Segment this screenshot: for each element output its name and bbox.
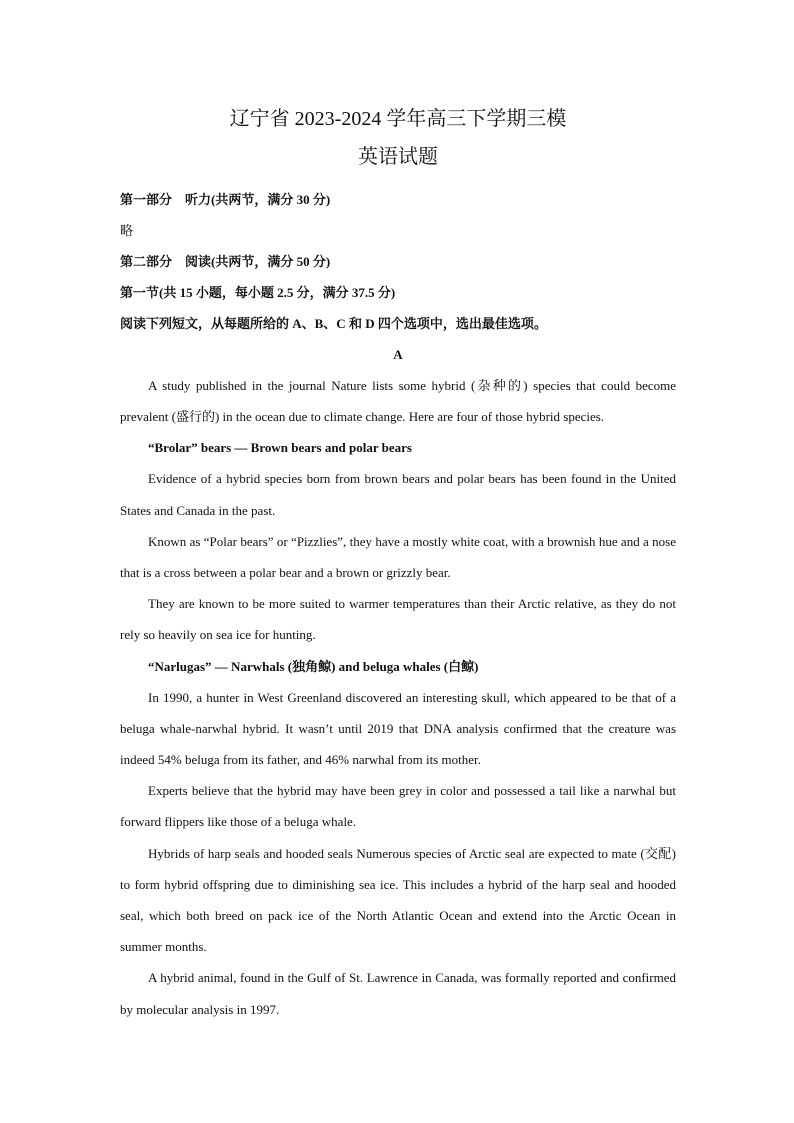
passage-paragraph: Known as “Polar bears” or “Pizzlies”, they have a mostly white coat, with a brownish hue and a nose that is a cross between a polar bear and a brown or grizzly bear. — [120, 533, 676, 581]
passage-paragraph: Experts believe that the hybrid may have been grey in color and possessed a tail like a narwhal but forward flippers like those of a beluga whale. — [120, 783, 676, 830]
document-page — [120, 104, 676, 1025]
passage-paragraph: Hybrids of harp seals and hooded seals Numerous species of Arctic seal are expected to mate (交配) to form hybrid offspring due to diminishing sea ice. This includes a hybrid of the harp seal and hooded seal, which both breed on pack ice of the North Atlantic Ocean and extend into the Arctic Ocean in summer months. — [120, 845, 676, 955]
passage-paragraph: Evidence of a hybrid species born from brown bears and polar bears has been found in the United States and Canada in the past. — [120, 471, 676, 518]
passage-paragraph: In 1990, a hunter in West Greenland discovered an interesting skull, which appeared to be that of a beluga whale-narwhal hybrid. It wasn’t until 2019 that DNA analysis confirmed that the creature was indeed 54% beluga from its father, and 46% narwhal from its mother. — [120, 689, 676, 768]
passage-intro: A study published in the journal Nature lists some hybrid (杂种的) species that could become prevalent (盛行的) in the ocean due to climate change. Here are four of those hybrid species. — [120, 378, 676, 425]
page-title: 辽宁省 2023-2024 学年高三下学期三模 — [229, 108, 567, 130]
part1-heading: 第一部分 听力(共两节，满分 30 分) — [120, 192, 331, 207]
part1-omitted-note: 略 — [120, 223, 134, 238]
reading-instructions: 阅读下列短文，从每题所给的 A、B、C 和 D 四个选项中，选出最佳选项。 — [120, 316, 547, 331]
passage-label: A — [393, 347, 403, 362]
passage-heading-narlugas: “Narlugas” — Narwhals (独角鲸) and beluga whales (白鲸) — [148, 658, 479, 674]
part2-heading: 第二部分 阅读(共两节，满分 50 分) — [120, 254, 331, 269]
passage-heading-brolar: “Brolar” bears — Brown bears and polar bears — [148, 440, 412, 456]
passage-paragraph: They are known to be more suited to warmer temperatures than their Arctic relative, as they do not rely so heavily on sea ice for hunting. — [120, 596, 676, 643]
passage-paragraph: A hybrid animal, found in the Gulf of St. Lawrence in Canada, was formally reported and confirmed by molecular analysis in 1997. — [120, 970, 676, 1017]
page-subtitle: 英语试题 — [358, 146, 438, 168]
section1-heading: 第一节(共 15 小题，每小题 2.5 分，满分 37.5 分) — [120, 285, 396, 300]
